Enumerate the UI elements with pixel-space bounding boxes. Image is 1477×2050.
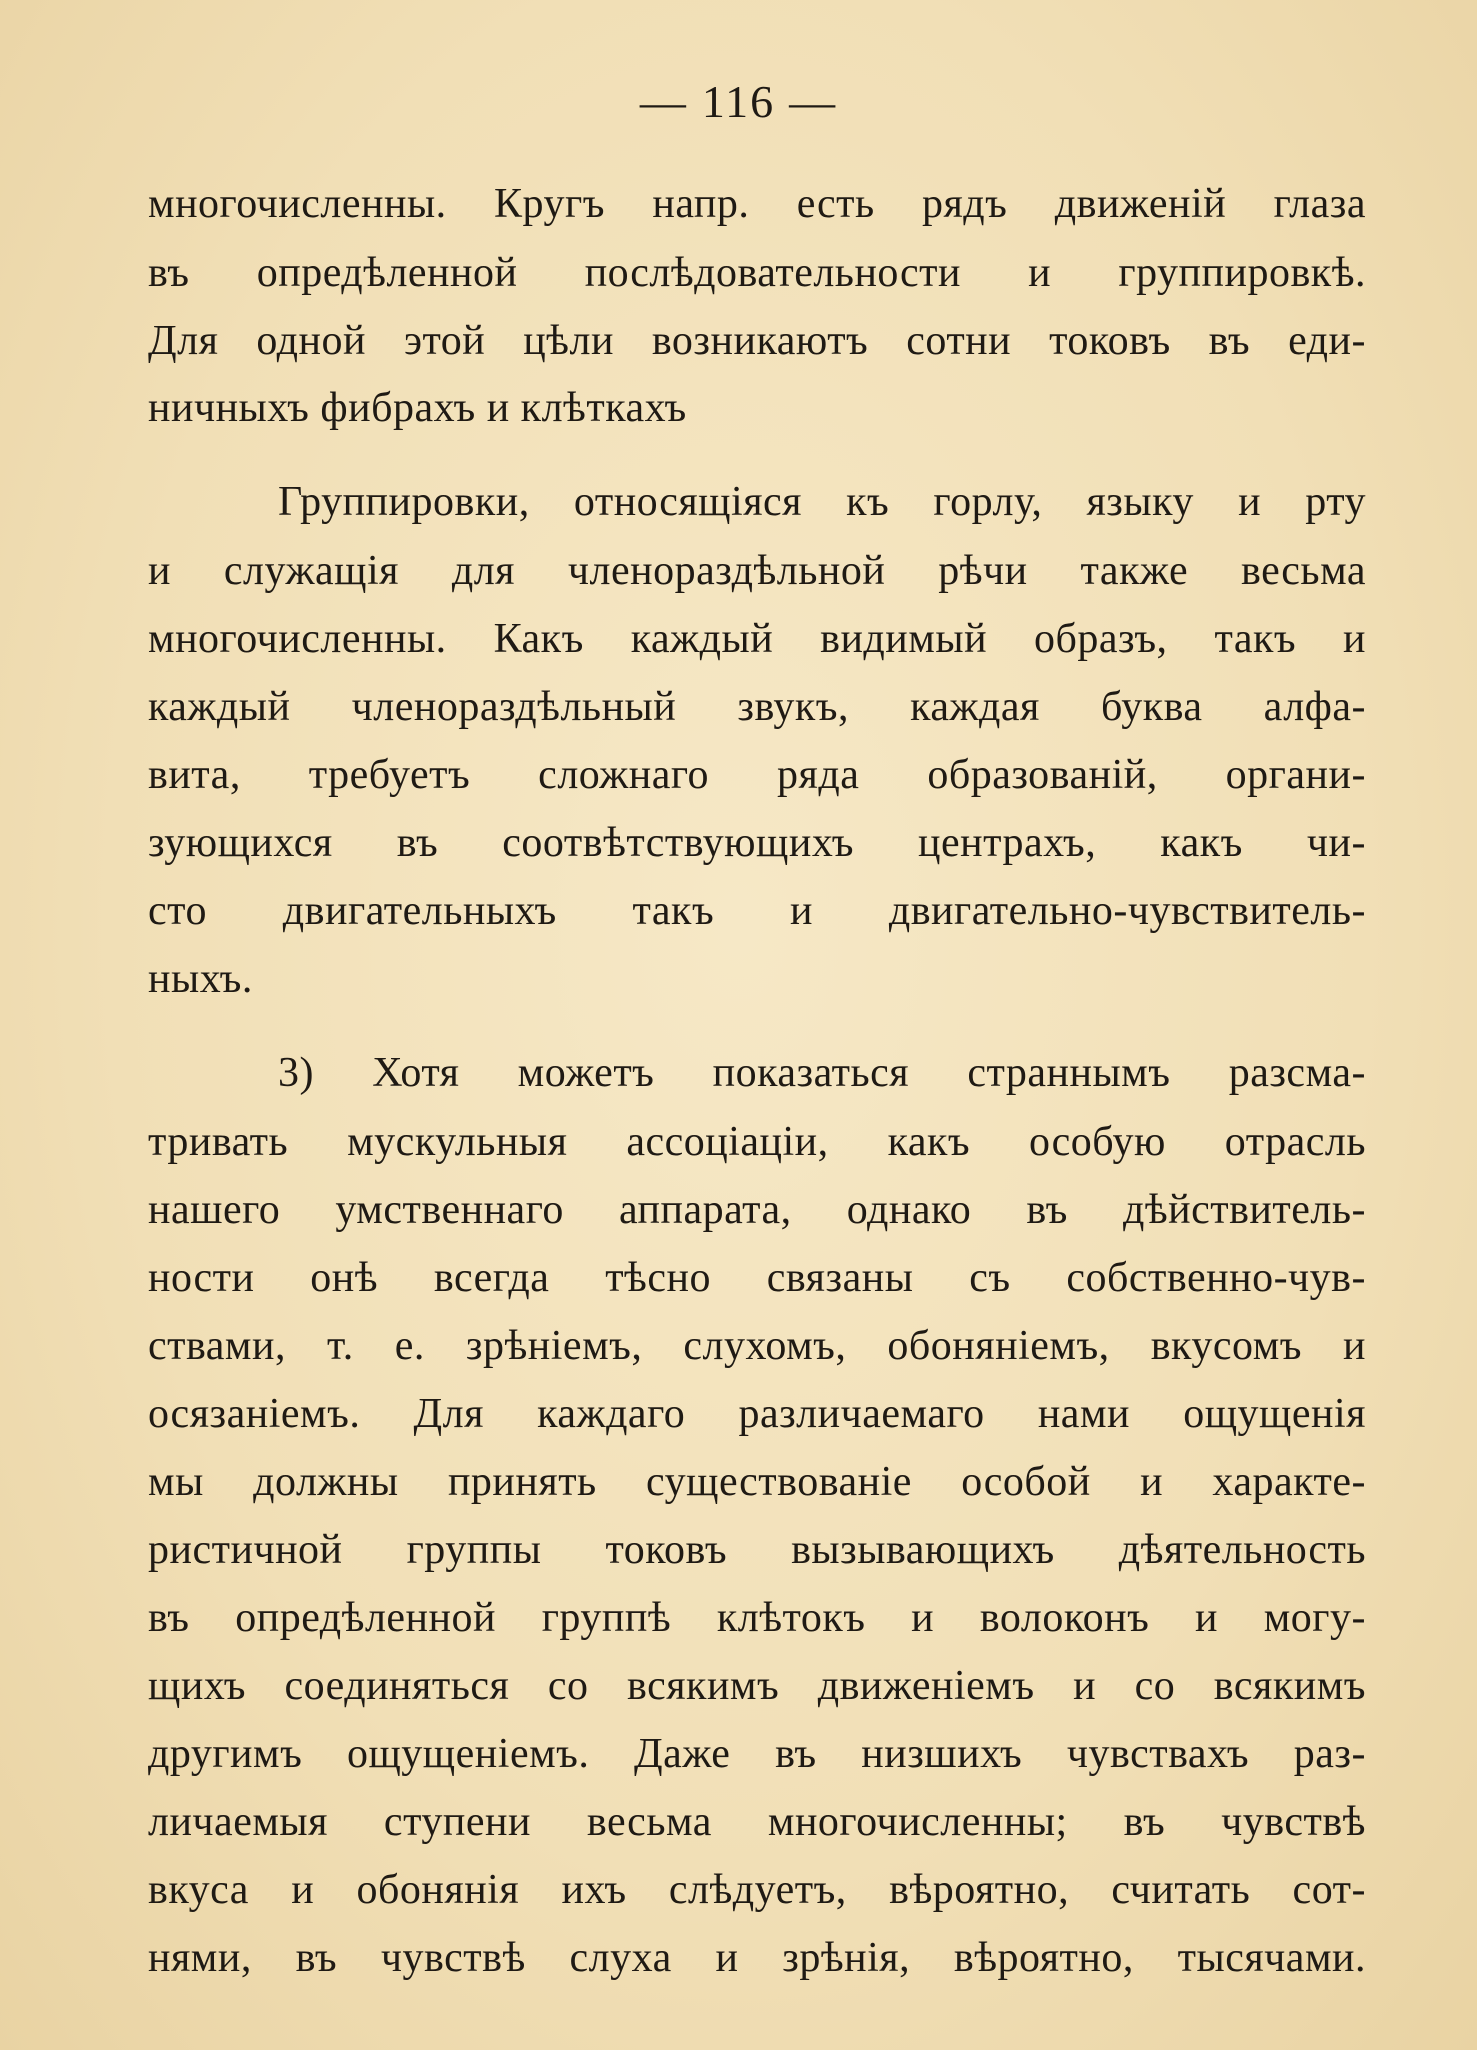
- page-number-dash-left: —: [639, 76, 688, 127]
- text-line: Для одной этой цѣли возникаютъ сотни токовъ въ еди-: [148, 318, 1366, 364]
- text-line: ничныхъ фибрахъ и клѣткахъ: [148, 385, 687, 431]
- text-line: осязанiемъ. Для каждаго различаемаго нами ощущенiя: [148, 1391, 1366, 1437]
- text-line: многочисленны. Какъ каждый видимый образъ, такъ и: [148, 616, 1366, 662]
- page-number: [0, 72, 1477, 132]
- text-line: сто двигательныхъ такъ и двигательно-чувствитель-: [148, 888, 1366, 934]
- text-line: каждый членораздѣльный звукъ, каждая буква алфа-: [148, 684, 1366, 730]
- text-line: вита, требуетъ сложнаго ряда образованiй, органи-: [148, 752, 1366, 798]
- text-line: въ опредѣленной группѣ клѣтокъ и волоконъ и могу-: [148, 1595, 1366, 1641]
- text-line: ныхъ.: [148, 956, 253, 1002]
- page-number-value: 116: [701, 76, 776, 127]
- text-line: въ опредѣленной послѣдовательности и группировкѣ.: [148, 250, 1366, 296]
- page-number-dash-right: —: [789, 76, 838, 127]
- text-line: ствами, т. е. зрѣнiемъ, слухомъ, обонянiемъ, вкусомъ и: [148, 1323, 1366, 1369]
- text-line: щихъ соединяться со всякимъ движенiемъ и со всякимъ: [148, 1663, 1366, 1709]
- text-line: другимъ ощущенiемъ. Даже въ низшихъ чувствахъ раз-: [148, 1731, 1366, 1777]
- text-line: зующихся въ соотвѣтствующихъ центрахъ, какъ чи-: [148, 820, 1366, 866]
- text-line: ристичной группы токовъ вызывающихъ дѣятельность: [148, 1527, 1366, 1573]
- text-line: личаемыя ступени весьма многочисленны; въ чувствѣ: [148, 1799, 1366, 1845]
- text-line: мы должны принять существованiе особой и характе-: [148, 1459, 1366, 1505]
- text-line: тривать мускульныя ассоцiацiи, какъ особую отрасль: [148, 1119, 1366, 1165]
- text-line: ности онѣ всегда тѣсно связаны съ собственно-чув-: [148, 1255, 1366, 1301]
- text-line: и служащiя для членораздѣльной рѣчи также весьма: [148, 548, 1366, 594]
- text-line: многочисленны. Кругъ напр. есть рядъ движенiй глаза: [148, 181, 1366, 227]
- text-line: вкуса и обонянiя ихъ слѣдуетъ, вѣроятно, считать сот-: [148, 1867, 1366, 1913]
- text-line: 3) Хотя можетъ показаться страннымъ разсма-: [278, 1050, 1366, 1096]
- text-line: нашего умственнаго аппарата, однако въ дѣйствитель-: [148, 1187, 1366, 1233]
- text-line: Группировки, относящiяся къ горлу, языку и рту: [278, 479, 1366, 525]
- text-line: нями, въ чувствѣ слуха и зрѣнiя, вѣроятно, тысячами.: [148, 1935, 1366, 1981]
